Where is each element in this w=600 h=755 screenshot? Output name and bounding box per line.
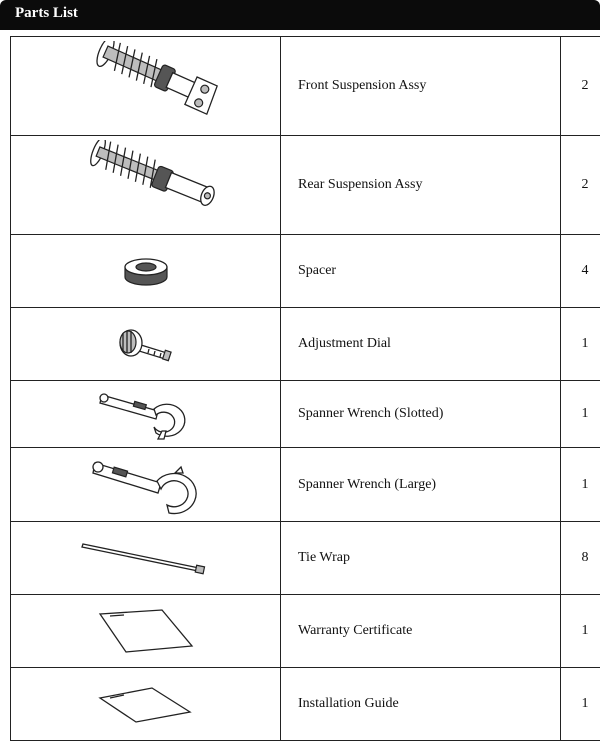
part-quantity: 2	[561, 136, 600, 235]
part-name: Tie Wrap	[281, 522, 561, 595]
part-quantity: 1	[561, 668, 600, 741]
warranty-certificate-icon	[96, 606, 196, 656]
tie-wrap-icon	[81, 538, 211, 578]
part-name: Spacer	[281, 235, 561, 308]
table-row	[11, 308, 600, 381]
front-suspension-icon	[71, 41, 221, 131]
part-image-cell	[11, 595, 281, 668]
part-image-cell	[11, 668, 281, 741]
part-name: Spanner Wrench (Slotted)	[281, 381, 561, 448]
part-name: Installation Guide	[281, 668, 561, 741]
part-image-cell	[11, 522, 281, 595]
parts-list-title: Parts List	[15, 5, 78, 21]
part-name: Adjustment Dial	[281, 308, 561, 381]
part-name: Spanner Wrench (Large)	[281, 448, 561, 522]
part-quantity: 2	[561, 37, 600, 136]
part-image-cell	[11, 136, 281, 235]
large-spanner-icon	[91, 455, 201, 515]
table-row	[11, 668, 600, 741]
part-quantity: 1	[561, 381, 600, 448]
table-row	[11, 235, 600, 308]
table-row	[11, 595, 600, 668]
part-image-cell	[11, 448, 281, 522]
part-quantity: 8	[561, 522, 600, 595]
part-name: Front Suspension Assy	[281, 37, 561, 136]
part-quantity: 1	[561, 308, 600, 381]
table-row	[11, 37, 600, 136]
part-image-cell	[11, 381, 281, 448]
rear-suspension-icon	[71, 140, 221, 230]
adjustment-dial-icon	[111, 319, 181, 369]
part-name: Rear Suspension Assy	[281, 136, 561, 235]
installation-guide-icon	[96, 682, 196, 726]
slotted-spanner-icon	[96, 387, 196, 441]
table-row	[11, 522, 600, 595]
part-quantity: 1	[561, 595, 600, 668]
parts-list-header	[0, 0, 600, 30]
table-row	[11, 136, 600, 235]
part-quantity: 1	[561, 448, 600, 522]
table-row	[11, 448, 600, 522]
table-row	[11, 381, 600, 448]
part-image-cell	[11, 235, 281, 308]
part-image-cell	[11, 308, 281, 381]
parts-table	[10, 36, 600, 741]
part-name: Warranty Certificate	[281, 595, 561, 668]
part-image-cell	[11, 37, 281, 136]
spacer-icon	[111, 251, 181, 291]
part-quantity: 4	[561, 235, 600, 308]
